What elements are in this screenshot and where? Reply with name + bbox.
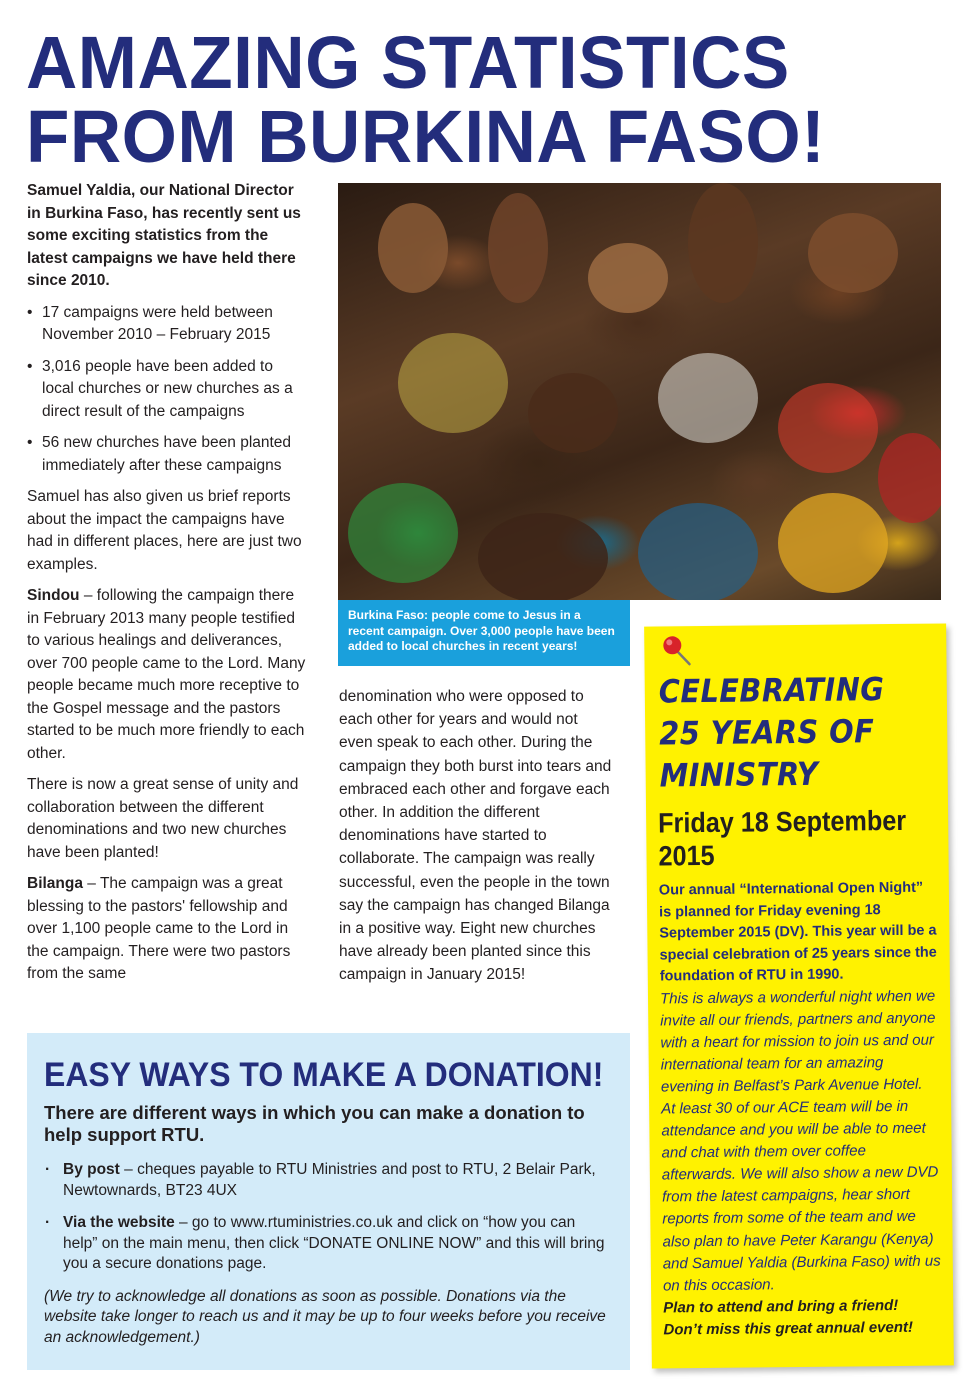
event-date [658, 804, 909, 873]
donation-method-lead: Via the website [63, 1214, 175, 1231]
bilanga-paragraph [27, 873, 309, 986]
article-left-column [27, 180, 309, 995]
sindou-lead: Sindou [27, 587, 80, 604]
event-title-line-3: MINISTRY [659, 754, 819, 795]
bilanga-lead: Bilanga [27, 875, 83, 892]
event-date-line-1: Friday 18 September [658, 804, 907, 839]
donation-method-text: – cheques payable to RTU Ministries and post to RTU, 2 Belair Park, Newtownards, BT23 4UX [63, 1161, 596, 1199]
event-announcement: Our annual “International Open Night” is planned for Friday evening 18 September 2015 (DV). This year will be a special celebration of 25 years since the foundation of RTU in 1990. [658, 879, 937, 985]
event-card-title [659, 668, 909, 797]
event-card [644, 623, 954, 1368]
donation-method-website [44, 1213, 613, 1275]
donation-box [27, 1033, 630, 1370]
donation-method-post [44, 1160, 613, 1201]
event-details: At least 30 of our ACE team will be in attendance and you will be able to meet and chat with them over coffee afterwards. We will also show a new DVD from the latest campaigns, hear short reports from some of the team and we also plan to have Peter Karangu (Kenya) and Samuel Yaldia (Burkina Faso) with us on this occasion. [661, 1097, 941, 1295]
sindou-text: – following the campaign there in February 2013 many people testified to various healings and deliverances, over 700 people came to the Lord. Many people became much more receptive to the Gospel message and the pastors started to be much more friendly to each other. [27, 587, 306, 762]
statistic-item: • 17 campaigns were held between November 2010 – February 2015 [27, 302, 309, 347]
photo-caption: Burkina Faso: people come to Jesus in a recent campaign. Over 3,000 people have been added to local churches in recent years! [338, 600, 630, 666]
crowd-photo [338, 183, 941, 600]
bilanga-text: – The campaign was a great blessing to the pastors' fellowship and over 1,100 people came to the Lord in the campaign. There were two pastors from the same [27, 875, 291, 982]
push-pin-icon [658, 630, 698, 670]
donation-methods-list [44, 1160, 613, 1275]
continuation-paragraph: denomination who were opposed to each other for years and would not even speak to each other. During the campaign they both burst into tears and embraced each other and forgave each other. In addition the different denominations have started to collaborate. The campaign was really successful, even the people in the town say the campaign has changed Bilanga in a positive way. Eight new churches have already been planted since this campaign in January 2015! [339, 688, 612, 984]
statistics-list [27, 302, 309, 478]
event-title-line-1: CELEBRATING [658, 670, 885, 711]
donation-note: (We try to acknowledge all donations as soon as possible. Donations via the website take longer to reach us and it may be up to four weeks before you receive an acknowledgement.) [44, 1287, 606, 1346]
event-title-line-2: 25 YEARS OF [659, 712, 875, 753]
event-closing-reminder: Don’t miss this great annual event! [663, 1318, 914, 1339]
article-middle-column [339, 685, 614, 987]
event-date-line-2: 2015 [658, 839, 715, 872]
statistic-item: • 56 new churches have been planted immediately after these campaigns [27, 432, 309, 477]
unity-paragraph: There is now a great sense of unity and collaboration between the different denominations and two new churches have been planted! [27, 776, 299, 861]
donation-title: EASY WAYS TO MAKE A DONATION! [44, 1056, 604, 1094]
event-description: This is always a wonderful night when we invite all our friends, partners and anyone with a heart for mission to join us and our international team for an amazing evening in Belfast’s Park Avenue Hotel. [659, 987, 936, 1096]
statistic-item: • 3,016 people have been added to local churches or new churches as a direct result of the campaigns [27, 356, 309, 424]
headline-line-2: FROM BURKINA FASO! [26, 95, 826, 178]
donation-method-lead: By post [63, 1161, 120, 1178]
event-closing-invite: Plan to attend and bring a friend! [663, 1296, 899, 1317]
sindou-paragraph [27, 585, 309, 765]
intro-paragraph: Samuel Yaldia, our National Director in Burkina Faso, has recently sent us some exciting statistics from the latest campaigns we have held there since 2010. [27, 182, 301, 289]
donation-method-text: – go to www.rtuministries.co.uk and click on “how you can help” on the main menu, then click “DONATE ONLINE NOW” and this will bring you a secure donations page. [63, 1214, 605, 1272]
reports-paragraph: Samuel has also given us brief reports about the impact the campaigns have had in different places, here are just two examples. [27, 488, 302, 573]
headline-line-1: AMAZING STATISTICS [26, 21, 790, 104]
page-headline [26, 21, 919, 178]
donation-subtitle: There are different ways in which you can make a donation to help support RTU. [44, 1102, 585, 1145]
